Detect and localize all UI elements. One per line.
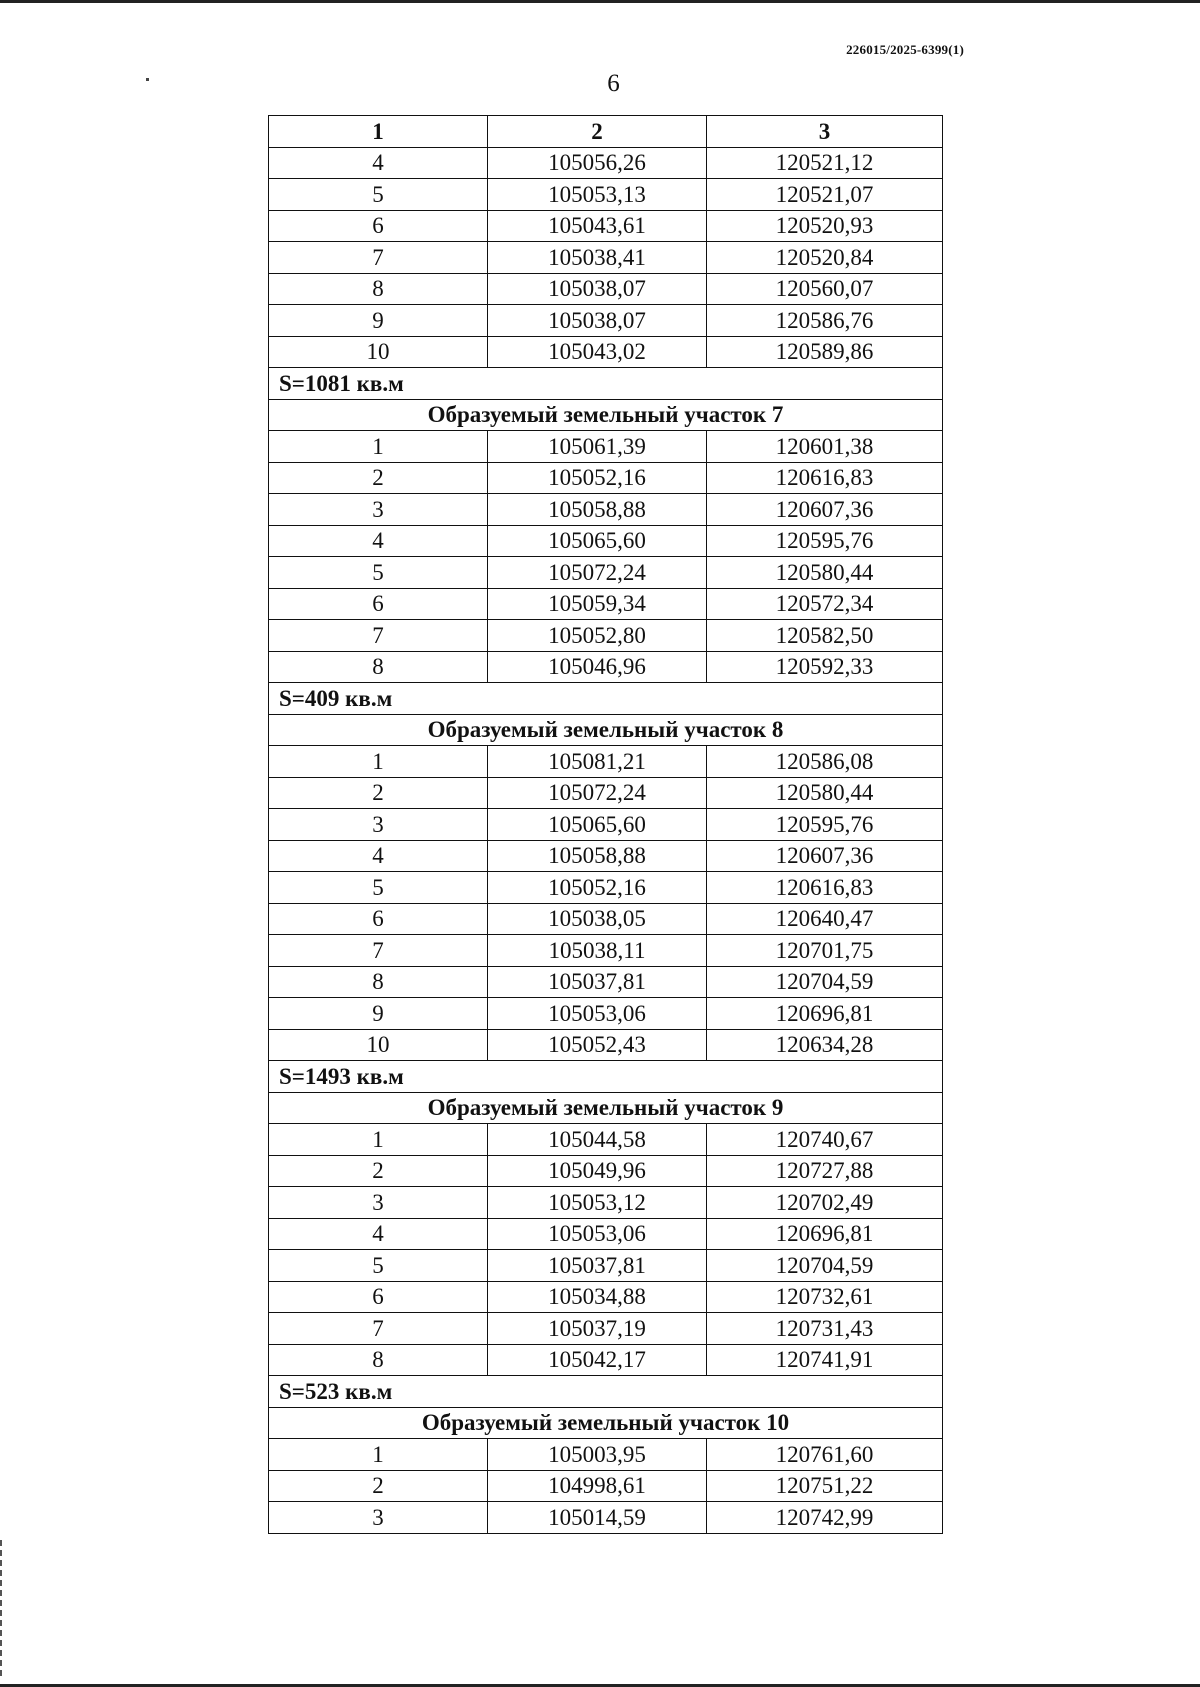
table-row (269, 1218, 943, 1250)
table-row (269, 840, 943, 872)
table-row (269, 557, 943, 589)
x-coordinate-cell: 105052,80 (488, 620, 707, 652)
y-coordinate-cell: 120580,44 (707, 777, 943, 809)
y-coordinate-cell: 120520,93 (707, 210, 943, 242)
point-number-cell: 10 (269, 336, 488, 368)
x-coordinate-cell: 105081,21 (488, 746, 707, 778)
x-coordinate-cell: 105037,19 (488, 1313, 707, 1345)
x-coordinate-cell: 105038,07 (488, 305, 707, 337)
point-number-cell: 6 (269, 903, 488, 935)
point-number-cell: 4 (269, 840, 488, 872)
point-number-cell: 9 (269, 305, 488, 337)
y-coordinate-cell: 120731,43 (707, 1313, 943, 1345)
point-number-cell: 1 (269, 1439, 488, 1471)
table-row (269, 1313, 943, 1345)
coordinates-table (268, 115, 943, 1534)
parcel-title: Образуемый земельный участок 7 (269, 399, 943, 431)
parcel-title-row (269, 1092, 943, 1124)
point-number-cell: 8 (269, 966, 488, 998)
table-row (269, 966, 943, 998)
y-coordinate-cell: 120589,86 (707, 336, 943, 368)
area-row (269, 1376, 943, 1408)
y-coordinate-cell: 120704,59 (707, 1250, 943, 1282)
x-coordinate-cell: 105043,02 (488, 336, 707, 368)
point-number-cell: 2 (269, 777, 488, 809)
point-number-cell: 3 (269, 494, 488, 526)
x-coordinate-cell: 105053,06 (488, 998, 707, 1030)
table-row (269, 1250, 943, 1282)
table-row (269, 1187, 943, 1219)
parcel-title: Образуемый земельный участок 10 (269, 1407, 943, 1439)
x-coordinate-cell: 104998,61 (488, 1470, 707, 1502)
y-coordinate-cell: 120582,50 (707, 620, 943, 652)
table-row (269, 620, 943, 652)
y-coordinate-cell: 120586,76 (707, 305, 943, 337)
point-number-cell: 3 (269, 1187, 488, 1219)
parcel-title: Образуемый земельный участок 8 (269, 714, 943, 746)
point-number-cell: 10 (269, 1029, 488, 1061)
point-number-cell: 6 (269, 1281, 488, 1313)
table-row (269, 147, 943, 179)
y-coordinate-cell: 120742,99 (707, 1502, 943, 1534)
table-row (269, 242, 943, 274)
x-coordinate-cell: 105059,34 (488, 588, 707, 620)
table-row (269, 210, 943, 242)
point-number-cell: 1 (269, 431, 488, 463)
x-coordinate-cell: 105049,96 (488, 1155, 707, 1187)
y-coordinate-cell: 120741,91 (707, 1344, 943, 1376)
area-row (269, 368, 943, 400)
x-coordinate-cell: 105053,06 (488, 1218, 707, 1250)
y-coordinate-cell: 120740,67 (707, 1124, 943, 1156)
point-number-cell: 4 (269, 525, 488, 557)
point-number-cell: 7 (269, 620, 488, 652)
page-number: 6 (607, 70, 620, 97)
x-coordinate-cell: 105043,61 (488, 210, 707, 242)
y-coordinate-cell: 120727,88 (707, 1155, 943, 1187)
x-coordinate-cell: 105065,60 (488, 809, 707, 841)
table-row (269, 1502, 943, 1534)
point-number-cell: 1 (269, 1124, 488, 1156)
y-coordinate-cell: 120586,08 (707, 746, 943, 778)
y-coordinate-cell: 120607,36 (707, 840, 943, 872)
y-coordinate-cell: 120701,75 (707, 935, 943, 967)
x-coordinate-cell: 105056,26 (488, 147, 707, 179)
table-row (269, 336, 943, 368)
parcel-area: S=1081 кв.м (269, 368, 943, 400)
point-number-cell: 2 (269, 1470, 488, 1502)
table-row (269, 998, 943, 1030)
y-coordinate-cell: 120704,59 (707, 966, 943, 998)
table-row (269, 809, 943, 841)
parcel-area: S=523 кв.м (269, 1376, 943, 1408)
y-coordinate-cell: 120696,81 (707, 998, 943, 1030)
point-number-cell: 5 (269, 557, 488, 589)
x-coordinate-cell: 105052,16 (488, 462, 707, 494)
x-coordinate-cell: 105053,13 (488, 179, 707, 211)
point-number-cell: 6 (269, 588, 488, 620)
parcel-area: S=409 кв.м (269, 683, 943, 715)
point-number-cell: 2 (269, 462, 488, 494)
table-header-row (269, 116, 943, 148)
parcel-area: S=1493 кв.м (269, 1061, 943, 1093)
y-coordinate-cell: 120616,83 (707, 462, 943, 494)
x-coordinate-cell: 105052,43 (488, 1029, 707, 1061)
point-number-cell: 7 (269, 935, 488, 967)
point-number-cell: 5 (269, 179, 488, 211)
y-coordinate-cell: 120580,44 (707, 557, 943, 589)
parcel-title-row (269, 714, 943, 746)
x-coordinate-cell: 105038,07 (488, 273, 707, 305)
x-coordinate-cell: 105053,12 (488, 1187, 707, 1219)
y-coordinate-cell: 120592,33 (707, 651, 943, 683)
x-coordinate-cell: 105042,17 (488, 1344, 707, 1376)
parcel-title-row (269, 399, 943, 431)
coordinates-table-body (269, 116, 943, 1534)
y-coordinate-cell: 120560,07 (707, 273, 943, 305)
y-coordinate-cell: 120761,60 (707, 1439, 943, 1471)
point-number-cell: 3 (269, 809, 488, 841)
y-coordinate-cell: 120521,12 (707, 147, 943, 179)
y-coordinate-cell: 120732,61 (707, 1281, 943, 1313)
table-row (269, 1344, 943, 1376)
x-coordinate-cell: 105058,88 (488, 494, 707, 526)
x-coordinate-cell: 105061,39 (488, 431, 707, 463)
table-row (269, 935, 943, 967)
x-coordinate-cell: 105065,60 (488, 525, 707, 557)
parcel-title: Образуемый земельный участок 9 (269, 1092, 943, 1124)
x-coordinate-cell: 105046,96 (488, 651, 707, 683)
table-row (269, 872, 943, 904)
point-number-cell: 6 (269, 210, 488, 242)
x-coordinate-cell: 105072,24 (488, 557, 707, 589)
table-row (269, 1439, 943, 1471)
table-row (269, 462, 943, 494)
x-coordinate-cell: 105072,24 (488, 777, 707, 809)
table-row (269, 1470, 943, 1502)
point-number-cell: 5 (269, 1250, 488, 1282)
point-number-cell: 2 (269, 1155, 488, 1187)
document-number: 226015/2025-6399(1) (846, 42, 964, 57)
point-number-cell: 7 (269, 1313, 488, 1345)
point-number-cell: 8 (269, 1344, 488, 1376)
y-coordinate-cell: 120601,38 (707, 431, 943, 463)
parcel-title-row (269, 1407, 943, 1439)
table-row (269, 1281, 943, 1313)
column-header-x: 2 (488, 116, 707, 148)
column-header-y: 3 (707, 116, 943, 148)
y-coordinate-cell: 120640,47 (707, 903, 943, 935)
point-number-cell: 4 (269, 1218, 488, 1250)
point-number-cell: 1 (269, 746, 488, 778)
y-coordinate-cell: 120702,49 (707, 1187, 943, 1219)
point-number-cell: 8 (269, 651, 488, 683)
x-coordinate-cell: 105052,16 (488, 872, 707, 904)
table-row (269, 746, 943, 778)
area-row (269, 683, 943, 715)
table-row (269, 525, 943, 557)
column-header-point: 1 (269, 116, 488, 148)
y-coordinate-cell: 120572,34 (707, 588, 943, 620)
x-coordinate-cell: 105037,81 (488, 966, 707, 998)
point-number-cell: 7 (269, 242, 488, 274)
y-coordinate-cell: 120696,81 (707, 1218, 943, 1250)
table-row (269, 273, 943, 305)
scan-border-left (0, 1540, 2, 1680)
table-row (269, 588, 943, 620)
x-coordinate-cell: 105038,41 (488, 242, 707, 274)
table-row (269, 179, 943, 211)
scan-border-top (0, 0, 1200, 3)
table-row (269, 777, 943, 809)
table-row (269, 1124, 943, 1156)
table-row (269, 1029, 943, 1061)
table-row (269, 494, 943, 526)
y-coordinate-cell: 120595,76 (707, 809, 943, 841)
y-coordinate-cell: 120634,28 (707, 1029, 943, 1061)
y-coordinate-cell: 120520,84 (707, 242, 943, 274)
point-number-cell: 4 (269, 147, 488, 179)
x-coordinate-cell: 105038,11 (488, 935, 707, 967)
y-coordinate-cell: 120595,76 (707, 525, 943, 557)
y-coordinate-cell: 120607,36 (707, 494, 943, 526)
table-row (269, 431, 943, 463)
x-coordinate-cell: 105034,88 (488, 1281, 707, 1313)
point-number-cell: 9 (269, 998, 488, 1030)
y-coordinate-cell: 120616,83 (707, 872, 943, 904)
table-row (269, 903, 943, 935)
x-coordinate-cell: 105014,59 (488, 1502, 707, 1534)
point-number-cell: 5 (269, 872, 488, 904)
table-row (269, 305, 943, 337)
y-coordinate-cell: 120521,07 (707, 179, 943, 211)
table-row (269, 651, 943, 683)
x-coordinate-cell: 105038,05 (488, 903, 707, 935)
area-row (269, 1061, 943, 1093)
y-coordinate-cell: 120751,22 (707, 1470, 943, 1502)
x-coordinate-cell: 105058,88 (488, 840, 707, 872)
x-coordinate-cell: 105003,95 (488, 1439, 707, 1471)
x-coordinate-cell: 105044,58 (488, 1124, 707, 1156)
table-row (269, 1155, 943, 1187)
point-number-cell: 3 (269, 1502, 488, 1534)
point-number-cell: 8 (269, 273, 488, 305)
x-coordinate-cell: 105037,81 (488, 1250, 707, 1282)
